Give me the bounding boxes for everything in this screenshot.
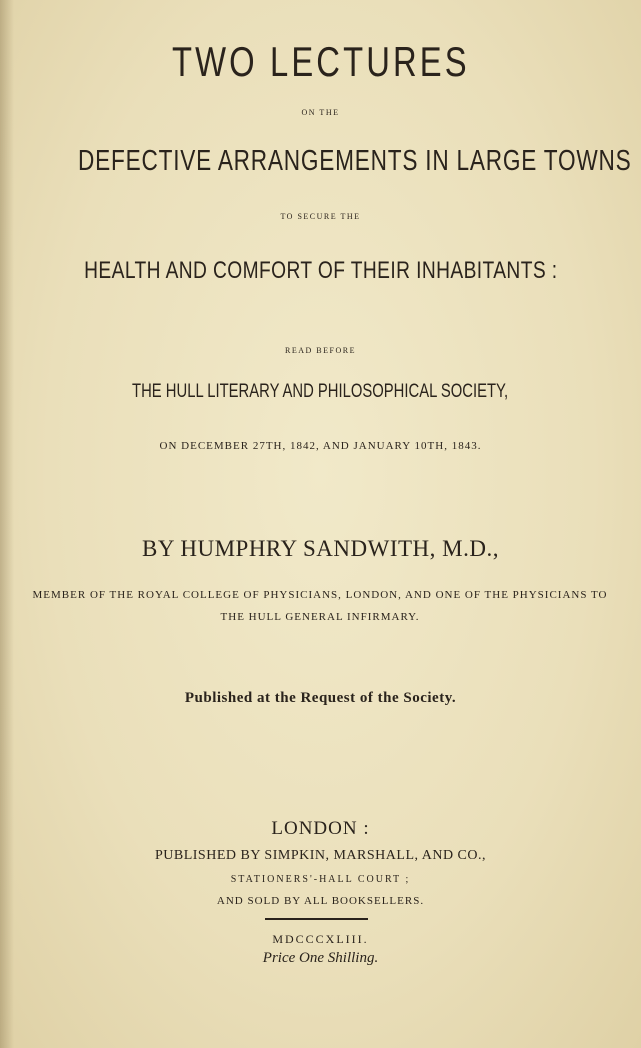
read-before-label: READ BEFORE bbox=[285, 346, 356, 355]
imprint-address: STATIONERS'-HALL COURT ; bbox=[230, 874, 411, 885]
purpose-heading bbox=[0, 257, 641, 285]
author-credentials: MEMBER OF THE ROYAL COLLEGE OF PHYSICIANS, LONDON, AND ONE OF THE PHYSICIANS TO THE HULL GENERAL INFIRMARY. bbox=[32, 589, 608, 623]
book-title bbox=[0, 38, 641, 86]
publication-note: Published at the Request of the Society. bbox=[184, 690, 457, 706]
imprint-year: MDCCCXLIII. bbox=[272, 932, 369, 946]
book-title-text: TWO LECTURES bbox=[171, 38, 470, 85]
subject-heading-text: DEFECTIVE ARRANGEMENTS IN LARGE TOWNS bbox=[78, 145, 632, 177]
society-name bbox=[0, 381, 641, 403]
society-name-text: THE HULL LITERARY AND PHILOSOPHICAL SOCIETY, bbox=[132, 381, 509, 402]
imprint-sold-by: AND SOLD BY ALL BOOKSELLERS. bbox=[216, 895, 425, 907]
subject-heading bbox=[0, 145, 641, 178]
imprint-publisher: PUBLISHED BY SIMPKIN, MARSHALL, AND CO., bbox=[154, 848, 486, 863]
purpose-heading-text: HEALTH AND COMFORT OF THEIR INHABITANTS : bbox=[83, 257, 558, 284]
to-secure-label: TO SECURE THE bbox=[280, 212, 361, 221]
divider-rule bbox=[265, 918, 368, 920]
on-the-label: ON THE bbox=[301, 108, 340, 117]
price-note: Price One Shilling. bbox=[262, 950, 379, 966]
imprint-place: LONDON : bbox=[271, 818, 370, 839]
author-line: BY HUMPHRY SANDWITH, M.D., bbox=[142, 536, 499, 561]
lecture-dates: ON DECEMBER 27TH, 1842, AND JANUARY 10TH, 1843. bbox=[159, 440, 482, 452]
